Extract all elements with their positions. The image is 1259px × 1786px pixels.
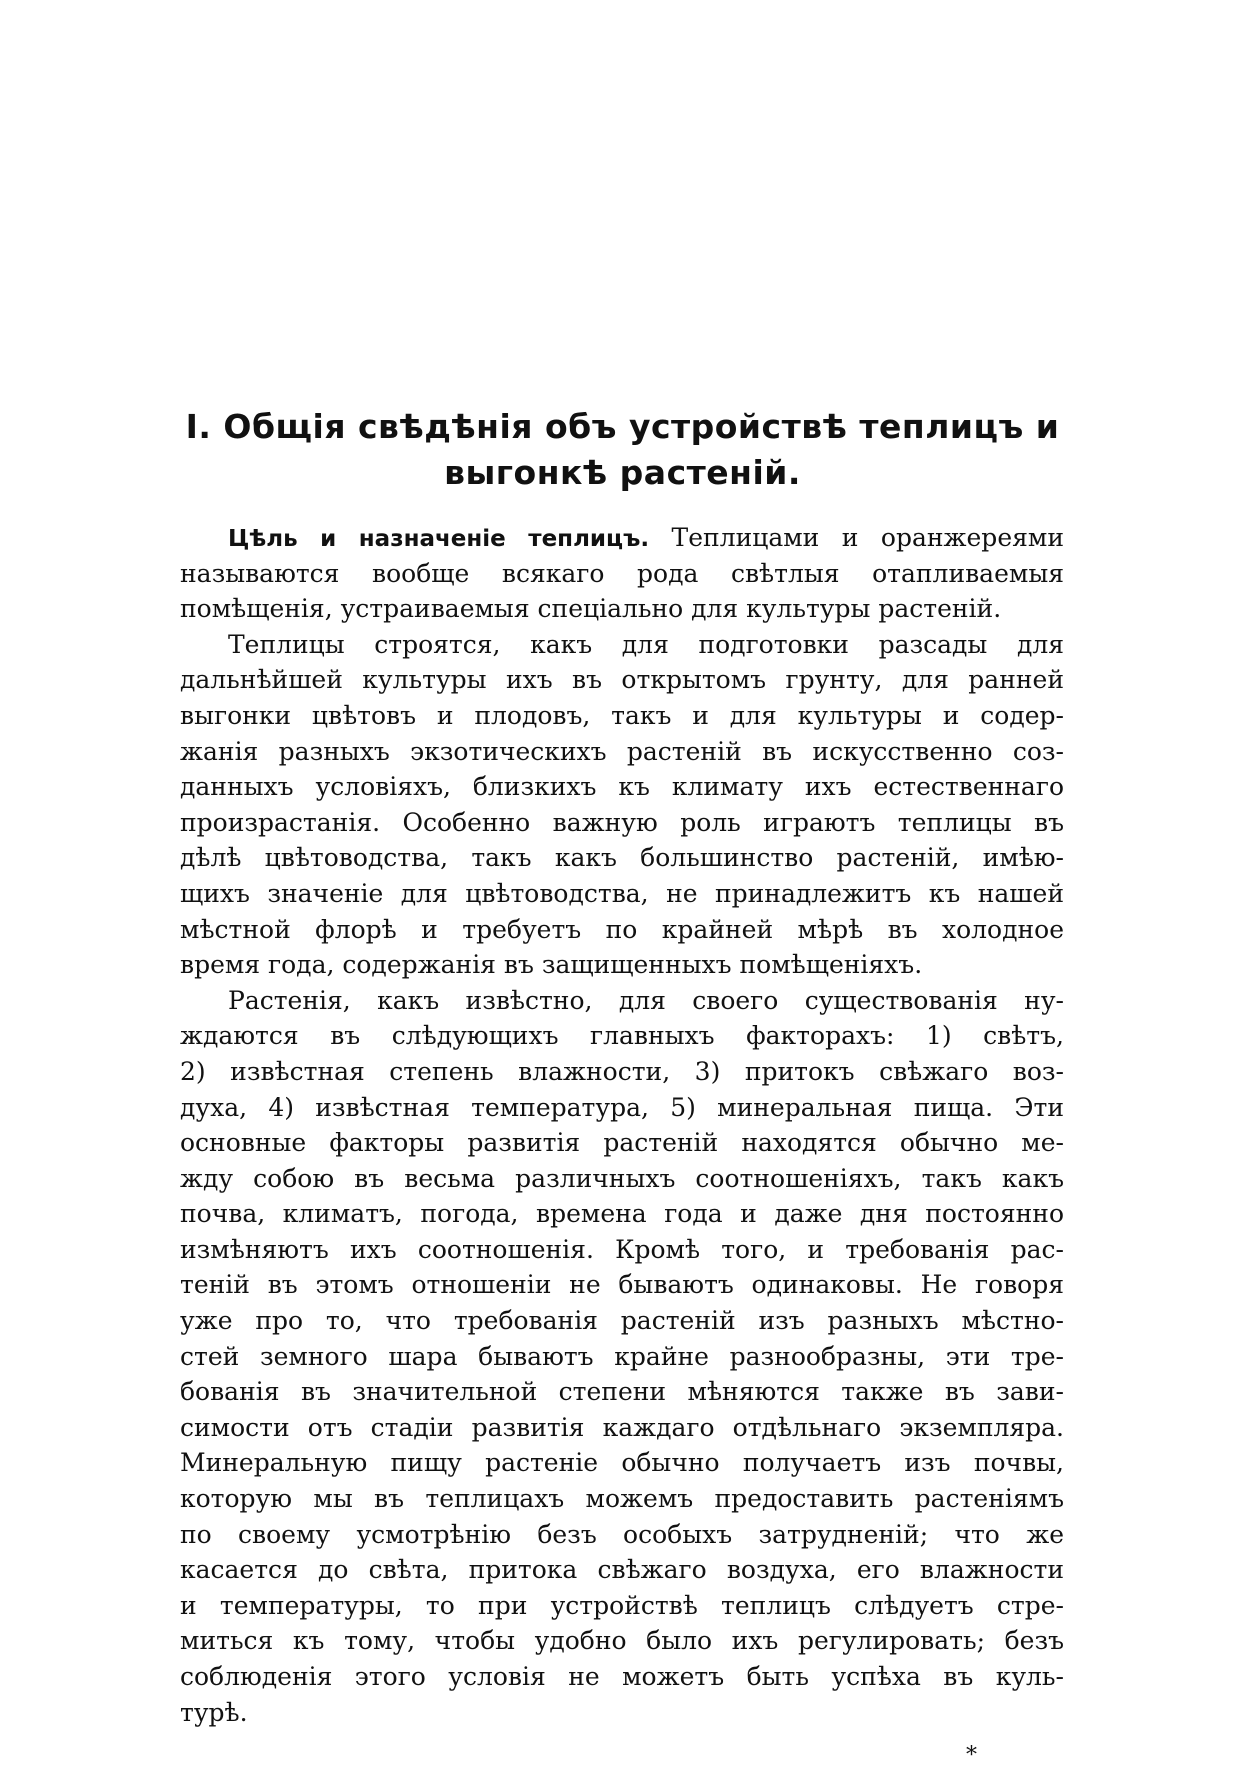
text-line-content: почва, климатъ, погода, времена года и даже дня постоянно: [180, 1199, 1064, 1229]
text-line: [180, 983, 1064, 1019]
body-text: [180, 520, 1064, 1730]
text-line: [180, 1267, 1064, 1303]
text-line: [180, 1481, 1064, 1517]
text-line-content: уже про то, что требованія растеній изъ разныхъ мѣстно-: [180, 1306, 1064, 1336]
text-line-content: выгонки цвѣтовъ и плодовъ, такъ и для культуры и содер-: [180, 700, 1064, 730]
text-line-content: жанія разныхъ экзотическихъ растеній въ искусственно соз-: [180, 736, 1064, 766]
text-line: [180, 1410, 1064, 1446]
text-line: [180, 1588, 1064, 1624]
text-line: [180, 1303, 1064, 1339]
text-line: [180, 840, 1064, 876]
text-line-content: ждаются въ слѣдующихъ главныхъ факторахъ: 1) свѣтъ,: [180, 1021, 1064, 1051]
text-line: [180, 1054, 1064, 1090]
text-line-content: дальнѣйшей культуры ихъ въ открытомъ грунту, для ранней: [180, 665, 1064, 695]
text-line-content: Растенія, какъ извѣстно, для своего существованія ну-: [228, 985, 1064, 1015]
text-line: [180, 1374, 1064, 1410]
text-line-content: щихъ значеніе для цвѣтоводства, не принадлежитъ къ нашей: [180, 878, 1064, 908]
text-line-content: турѣ.: [180, 1697, 248, 1727]
text-line-content: мѣстной флорѣ и требуетъ по крайней мѣрѣ въ холодное: [180, 914, 1064, 944]
text-line-content: и температуры, то при устройствѣ теплицъ слѣдуетъ стре-: [180, 1590, 1064, 1620]
text-line: [180, 698, 1064, 734]
text-line-content: 2) извѣстная степень влажности, 3) притокъ свѣжаго воз-: [180, 1056, 1064, 1086]
text-line-content: называются вообще всякаго рода свѣтлыя отапливаемыя: [180, 558, 1064, 588]
text-line: [180, 1090, 1064, 1126]
footnote-mark: *: [966, 1743, 977, 1768]
chapter-heading-line-2: выгонкѣ растеній.: [444, 453, 801, 492]
text-line: [180, 1623, 1064, 1659]
text-line: [180, 591, 1064, 627]
text-line-content: Теплицами и оранжереями: [649, 523, 1064, 552]
text-line: [180, 1018, 1064, 1054]
text-line-content: Минеральную пищу растеніе обычно получаетъ изъ почвы,: [180, 1448, 1064, 1478]
text-line-content: бованія въ значительной степени мѣняются также въ зави-: [180, 1377, 1064, 1407]
text-line: [180, 805, 1064, 841]
text-line: [180, 662, 1064, 698]
text-line: [180, 1232, 1064, 1268]
run-in-heading: Цѣль и назначеніе теплицъ.: [228, 526, 650, 552]
text-line-content: время года, содержанія въ защищенныхъ помѣщеніяхъ.: [180, 950, 923, 980]
text-line: [180, 627, 1064, 663]
text-line: [180, 769, 1064, 805]
text-line-content: по своему усмотрѣнію безъ особыхъ затрудненій; что же: [180, 1519, 1064, 1549]
text-line-content: основные факторы развитія растеній находятся обычно ме-: [180, 1128, 1064, 1158]
text-line: [180, 1695, 1064, 1731]
text-line-content: стей земного шара бываютъ крайне разнообразны, эти тре-: [180, 1341, 1064, 1371]
text-line: [180, 1125, 1064, 1161]
text-line-content: которую мы въ теплицахъ можемъ предоставить растеніямъ: [180, 1484, 1064, 1514]
text-line-content: касается до свѣта, притока свѣжаго воздуха, его влажности: [180, 1555, 1064, 1585]
text-line-content: теній въ этомъ отношеніи не бываютъ одинаковы. Не говоря: [180, 1270, 1064, 1300]
text-line: [180, 1517, 1064, 1553]
text-line-content: духа, 4) извѣстная температура, 5) минеральная пища. Эти: [180, 1092, 1064, 1122]
text-line: [180, 556, 1064, 592]
text-line: [180, 734, 1064, 770]
text-line: [180, 1339, 1064, 1375]
text-line-content: дѣлѣ цвѣтоводства, такъ какъ большинство растеній, имѣю-: [180, 843, 1064, 873]
text-line-content: данныхъ условіяхъ, близкихъ къ климату ихъ естественнаго: [180, 772, 1064, 802]
text-line-content: измѣняютъ ихъ соотношенія. Кромѣ того, и требованія рас-: [180, 1234, 1064, 1264]
text-line-content: произрастанія. Особенно важную роль играютъ теплицы въ: [180, 807, 1064, 837]
text-line: [180, 1445, 1064, 1481]
text-line: [180, 947, 1064, 983]
text-line: [180, 520, 1064, 556]
text-line: [180, 1196, 1064, 1232]
chapter-heading: [180, 404, 1065, 496]
text-line: [180, 876, 1064, 912]
text-line-content: жду собою въ весьма различныхъ соотношеніяхъ, такъ какъ: [180, 1163, 1064, 1193]
text-line-content: соблюденія этого условія не можетъ быть успѣха въ куль-: [180, 1662, 1064, 1691]
text-line: [180, 912, 1064, 948]
text-line: [180, 1659, 1064, 1695]
chapter-heading-line-1: I. Общія свѣдѣнія объ устройствѣ теплицъ и: [185, 407, 1060, 446]
text-line: [180, 1161, 1064, 1197]
text-line-content: Теплицы строятся, какъ для подготовки разсады для: [228, 629, 1064, 659]
text-line-content: симости отъ стадіи развитія каждаго отдѣльнаго экземпляра.: [180, 1412, 1064, 1442]
text-line-content: помѣщенія, устраиваемыя спеціально для культуры растеній.: [180, 594, 1002, 624]
text-line-content: миться къ тому, чтобы удобно было ихъ регулировать; безъ: [180, 1626, 1064, 1656]
text-line: [180, 1552, 1064, 1588]
